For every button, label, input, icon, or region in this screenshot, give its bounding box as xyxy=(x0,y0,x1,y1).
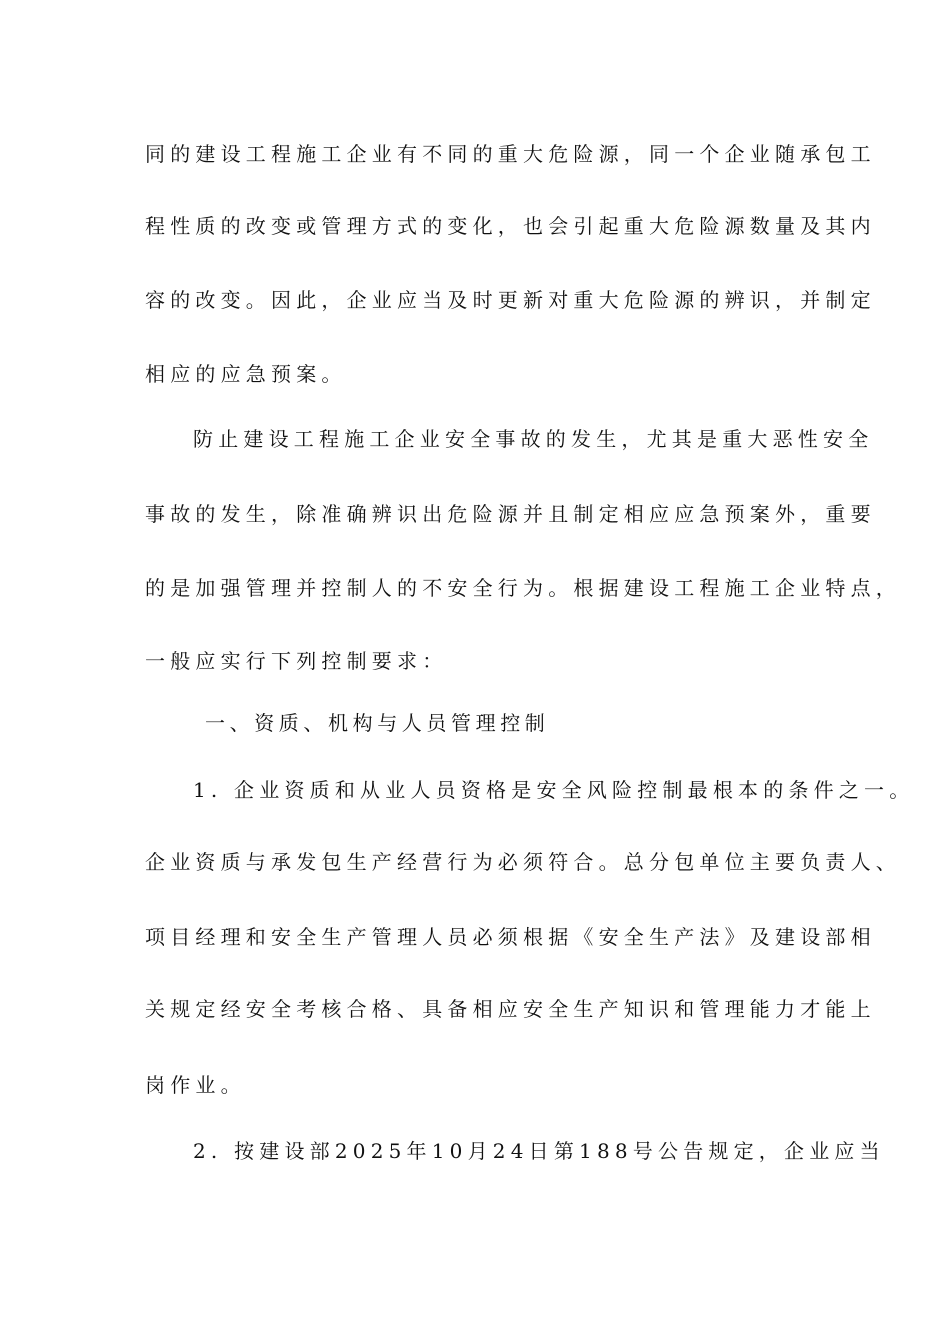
paragraph-line: 岗作业。 xyxy=(145,1073,246,1097)
paragraph-line: 防止建设工程施工企业安全事故的发生，尤其是重大恶性安全 xyxy=(193,427,874,451)
paragraph-line: 同的建设工程施工企业有不同的重大危险源，同一个企业随承包工 xyxy=(145,142,876,166)
paragraph-line: 事故的发生，除准确辨识出危险源并且制定相应应急预案外，重要 xyxy=(145,502,876,526)
paragraph-line: 容的改变。因此，企业应当及时更新对重大危险源的辨识，并制定 xyxy=(145,288,876,312)
paragraph-line: 相应的应急预案。 xyxy=(145,362,347,386)
paragraph-line: 2. 按建设部2025年10月24日第188号公告规定，企业应当 xyxy=(193,1139,885,1163)
paragraph-line: 1. 企业资质和从业人员资格是安全风险控制最根本的条件之一。 xyxy=(193,778,915,802)
section-heading: 一、资质、机构与人员管理控制 xyxy=(205,711,550,735)
paragraph-line: 项目经理和安全生产管理人员必须根据《安全生产法》及建设部相 xyxy=(145,925,876,949)
paragraph-line: 企业资质与承发包生产经营行为必须符合。总分包单位主要负责人、 xyxy=(145,850,901,874)
paragraph-line: 关规定经安全考核合格、具备相应安全生产知识和管理能力才能上 xyxy=(145,997,876,1021)
paragraph-line: 一般应实行下列控制要求： xyxy=(145,649,448,673)
paragraph-line: 的是加强管理并控制人的不安全行为。根据建设工程施工企业特点， xyxy=(145,576,901,600)
paragraph-line: 程性质的改变或管理方式的变化，也会引起重大危险源数量及其内 xyxy=(145,214,876,238)
